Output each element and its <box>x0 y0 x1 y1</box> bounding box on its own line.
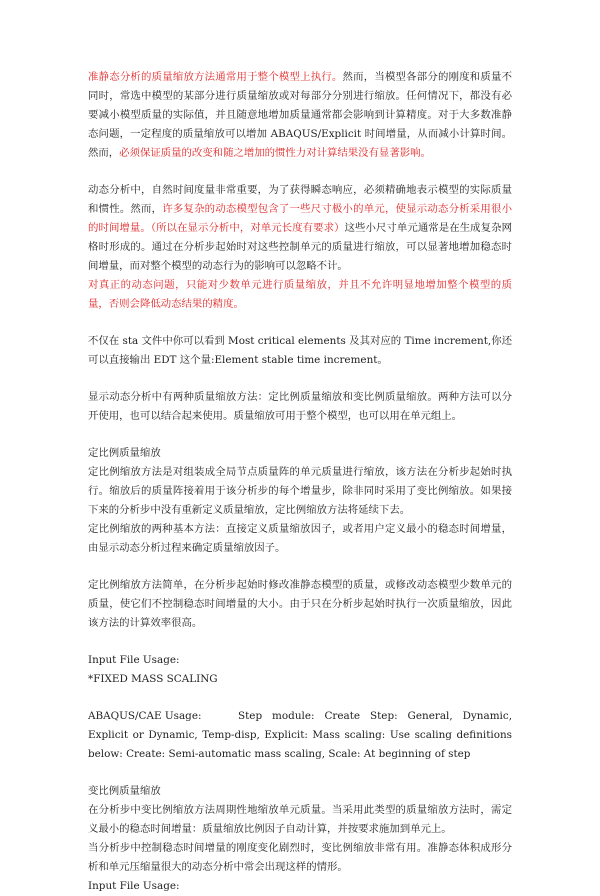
heading-variable-mass-scaling: 变比例质量缩放 <box>88 785 161 797</box>
highlight-text: 必须保证质量的改变和随之增加的惯性力对计算结果没有显著影响。 <box>119 147 431 159</box>
paragraph-variable-usage: 当分析步中控制稳态时间增量的刚度变化剧烈时，变比例缩放非常有用。准静态体积成形分析和单元压缩量很大的动态分析中常会出现这样的情形。 <box>88 842 512 873</box>
highlight-text: 对真正的动态问题，只能对少数单元进行质量缩放，并且不允许明显地增加整个模型的质量，否则会降低动态结果的精度。 <box>88 279 512 310</box>
paragraph-cae-usage <box>88 707 512 764</box>
body-text: 动态分析中，自然时间度量非常重要，为了获得瞬态响应，必须精确地表示模型的实际质量和惯性。然而， <box>88 184 512 215</box>
paragraph-dynamic <box>88 181 512 314</box>
cae-usage-text: Step module: Create Step: General, Dynamic, Explicit or Dynamic, Temp-disp, Explicit: Mass scaling: Use scaling definitions below: Create: Semi-automatic mass scaling, Scale: At beginning of step <box>88 710 512 760</box>
body-text: 然而，当模型各部分的刚度和质量不同时，常选中模型的某部分进行质量缩放或对每部分分别进行缩放。任何情况下，都没有必要减小模型质量的实际值，并且随意地增加质量通常都会影响到计算精度。对于大多数准静态问题，一定程度的质量缩放可以增加 ABAQUS/Explicit 时间增量，从而减小计算时间。然而， <box>88 71 513 159</box>
paragraph-fixed-simple: 定比例缩放方法简单，在分析步起始时修改准静态模型的质量，或修改动态模型少数单元的质量，使它们不控制稳态时间增量的大小。由于只在分析步起始时执行一次质量缩放，因此该方法的计算效率很高。 <box>88 579 512 629</box>
heading-fixed-mass-scaling: 定比例质量缩放 <box>88 447 161 459</box>
paragraph-sta-file: 不仅在 sta 文件中你可以看到 Most critical elements 及其对应的 Time increment,你还可以直接输出 EDT 这个量:Element stable time increment。 <box>88 335 512 366</box>
paragraph-fixed-basic: 定比例缩放的两种基本方法：直接定义质量缩放因子，或者用户定义最小的稳态时间增量，由显示动态分析过程来确定质量缩放因子。 <box>88 523 512 554</box>
body-text: 这些小尺寸单元通常是在生成复杂网格时形成的。通过在分析步起始时对这些控制单元的质量进行缩放，可以显著地增加稳态时间增量，而对整个模型的动态行为的影响可以忽略不计。 <box>88 222 512 272</box>
highlight-text: 准静态分析的质量缩放方法通常用于整个模型上执行。 <box>88 71 343 83</box>
input-file-usage-label: Input File Usage: <box>88 880 180 892</box>
input-file-usage-label: Input File Usage: <box>88 654 180 666</box>
paragraph-two-methods: 显示动态分析中有两种质量缩放方法：定比例质量缩放和变比例质量缩放。两种方法可以分开使用，也可以结合起来使用。质量缩放可用于整个模型，也可以用在单元组上。 <box>88 391 512 422</box>
paragraph-fixed-method: 定比例缩放方法是对组装成全局节点质量阵的单元质量进行缩放，该方法在分析步起始时执行。缩放后的质量阵接着用于该分析步的每个增量步，除非同时采用了变比例缩放。如果接下来的分析步中没有重新定义质量缩放，定比例缩放方法将延续下去。 <box>88 466 512 516</box>
fixed-mass-scaling-keyword: *FIXED MASS SCALING <box>88 673 218 685</box>
paragraph-quasi-static <box>88 68 512 163</box>
paragraph-variable-method: 在分析步中变比例缩放方法周期性地缩放单元质量。当采用此类型的质量缩放方法时，需定义最小的稳态时间增量：质量缩放比例因子自动计算，并按要求施加到单元上。 <box>88 804 512 835</box>
cae-usage-label: ABAQUS/CAE Usage: <box>88 710 202 722</box>
highlight-text: 许多复杂的动态模型包含了一些尺寸极小的单元，使显示动态分析采用很小的时间增量。（所以在显示分析中，对单元长度有要求） <box>88 203 513 234</box>
